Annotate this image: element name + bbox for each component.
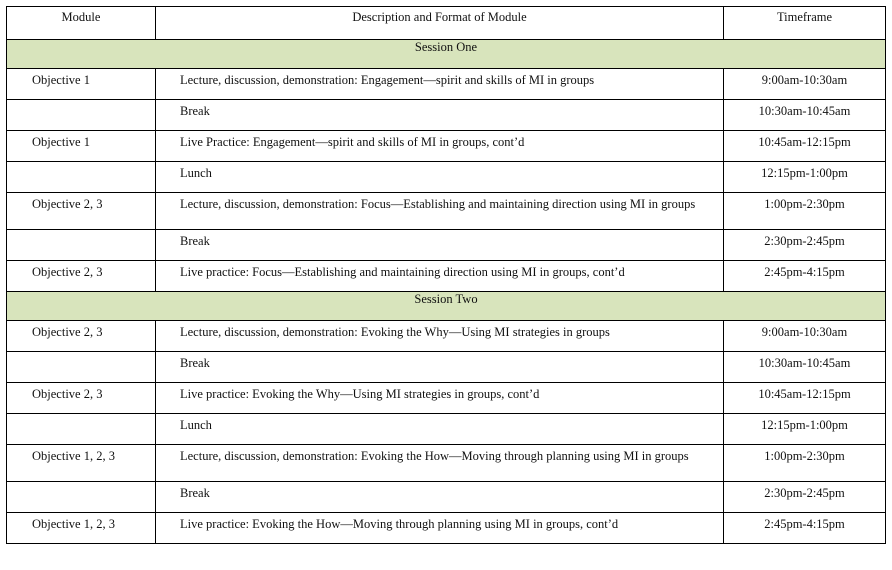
- timeframe-cell: 9:00am-10:30am: [724, 69, 886, 100]
- table-row: [7, 321, 886, 352]
- description-cell: Break: [156, 352, 724, 383]
- table-row: [7, 131, 886, 162]
- description-cell: Live practice: Evoking the How—Moving through planning using MI in groups, cont’d: [156, 513, 724, 544]
- description-cell: Lunch: [156, 414, 724, 445]
- timeframe-cell: 12:15pm-1:00pm: [724, 414, 886, 445]
- module-cell: [7, 414, 156, 445]
- timeframe-cell: 10:45am-12:15pm: [724, 383, 886, 414]
- module-cell: [7, 230, 156, 261]
- module-cell: Objective 2, 3: [7, 261, 156, 292]
- timeframe-cell: 2:45pm-4:15pm: [724, 261, 886, 292]
- module-cell: [7, 352, 156, 383]
- module-cell: Objective 2, 3: [7, 193, 156, 230]
- table-row: [7, 414, 886, 445]
- session-title: Session Two: [7, 292, 886, 321]
- timeframe-cell: 2:30pm-2:45pm: [724, 482, 886, 513]
- session-row: [7, 40, 886, 69]
- module-cell: [7, 162, 156, 193]
- module-cell: [7, 482, 156, 513]
- timeframe-cell: 1:00pm-2:30pm: [724, 445, 886, 482]
- table-row: [7, 383, 886, 414]
- description-cell: Lecture, discussion, demonstration: Evoking the How—Moving through planning using MI in groups: [156, 445, 724, 482]
- table-row: [7, 230, 886, 261]
- header-timeframe: Timeframe: [724, 7, 886, 40]
- table-row: [7, 445, 886, 482]
- header-description: Description and Format of Module: [156, 7, 724, 40]
- session-title: Session One: [7, 40, 886, 69]
- schedule-table: [6, 6, 886, 544]
- timeframe-cell: 12:15pm-1:00pm: [724, 162, 886, 193]
- module-cell: Objective 1, 2, 3: [7, 513, 156, 544]
- timeframe-cell: 10:30am-10:45am: [724, 352, 886, 383]
- table-row: [7, 261, 886, 292]
- description-cell: Live practice: Evoking the Why—Using MI strategies in groups, cont’d: [156, 383, 724, 414]
- description-cell: Break: [156, 482, 724, 513]
- table-row: [7, 69, 886, 100]
- module-cell: Objective 1: [7, 131, 156, 162]
- table-row: [7, 193, 886, 230]
- timeframe-cell: 1:00pm-2:30pm: [724, 193, 886, 230]
- timeframe-cell: 9:00am-10:30am: [724, 321, 886, 352]
- description-cell: Live practice: Focus—Establishing and maintaining direction using MI in groups, cont’d: [156, 261, 724, 292]
- timeframe-cell: 2:45pm-4:15pm: [724, 513, 886, 544]
- table-row: [7, 482, 886, 513]
- description-cell: Lecture, discussion, demonstration: Engagement—spirit and skills of MI in groups: [156, 69, 724, 100]
- description-cell: Lecture, discussion, demonstration: Focus—Establishing and maintaining direction using MI in groups: [156, 193, 724, 230]
- header-module: Module: [7, 7, 156, 40]
- table-row: [7, 513, 886, 544]
- table-row: [7, 352, 886, 383]
- module-cell: Objective 1, 2, 3: [7, 445, 156, 482]
- description-cell: Break: [156, 100, 724, 131]
- description-cell: Break: [156, 230, 724, 261]
- table-row: [7, 100, 886, 131]
- timeframe-cell: 10:45am-12:15pm: [724, 131, 886, 162]
- description-cell: Lecture, discussion, demonstration: Evoking the Why—Using MI strategies in groups: [156, 321, 724, 352]
- timeframe-cell: 2:30pm-2:45pm: [724, 230, 886, 261]
- module-cell: Objective 2, 3: [7, 321, 156, 352]
- header-row: [7, 7, 886, 40]
- module-cell: Objective 1: [7, 69, 156, 100]
- module-cell: [7, 100, 156, 131]
- description-cell: Lunch: [156, 162, 724, 193]
- description-cell: Live Practice: Engagement—spirit and skills of MI in groups, cont’d: [156, 131, 724, 162]
- table-row: [7, 162, 886, 193]
- module-cell: Objective 2, 3: [7, 383, 156, 414]
- timeframe-cell: 10:30am-10:45am: [724, 100, 886, 131]
- session-row: [7, 292, 886, 321]
